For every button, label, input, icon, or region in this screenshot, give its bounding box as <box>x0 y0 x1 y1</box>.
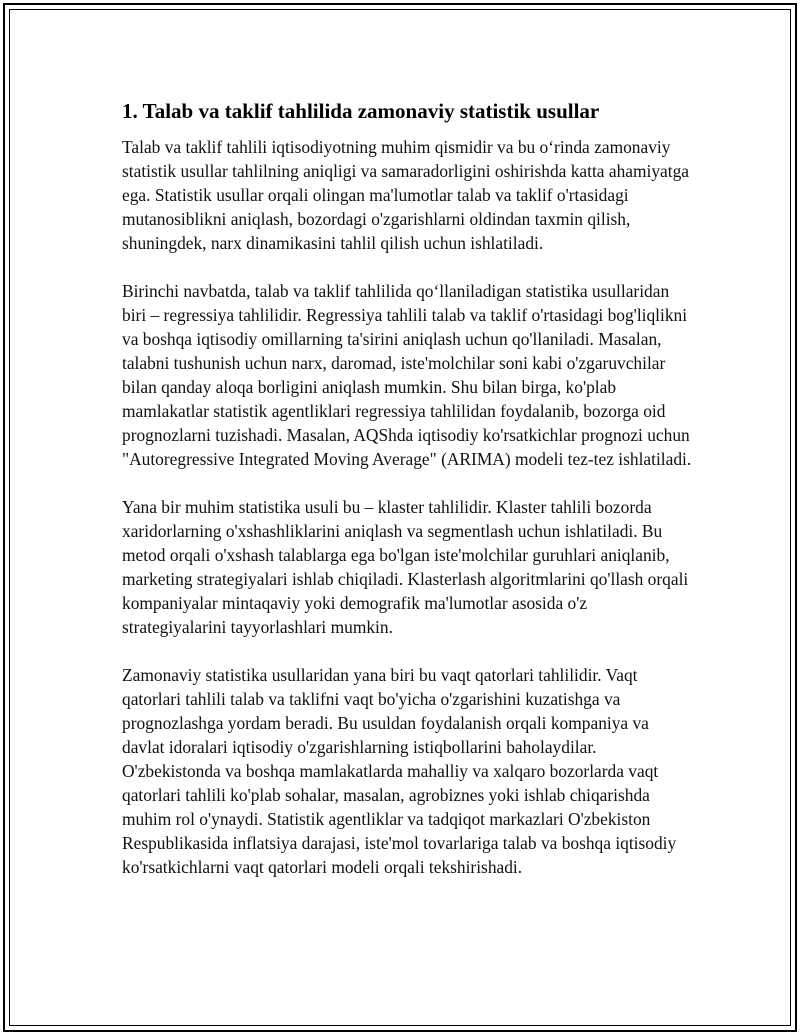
section-heading: 1. Talab va taklif tahlilida zamonaviy statistik usullar <box>122 99 600 123</box>
paragraph-regression: Birinchi navbatda, talab va taklif tahlilida qo‘llaniladigan statistika usullaridan biri – regressiya tahlilidir. Regressiya tahlili talab va taklif o'rtasidagi bog'liqlikni va boshqa iqtisodiy omillarning ta'sirini aniqlash uchun qo'llaniladi. Masalan, talabni tushunish uchun narx, daromad, iste'molchilar soni kabi o'zgaruvchilar bilan qanday aloqa borligini aniqlash mumkin. Shu bilan birga, ko'plab mamlakatlar statistik agentliklari regressiya tahlilidan foydalanib, bozorga oid prognozlarni tuzishadi. Masalan, AQShda iqtisodiy ko'rsatkichlar prognozi uchun "Autoregressive Integrated Moving Average" (ARIMA) modeli tez-tez ishlatiladi. <box>122 281 692 469</box>
document-content <box>122 97 694 903</box>
paragraph-time-series: Zamonaviy statistika usullaridan yana biri bu vaqt qatorlari tahlilidir. Vaqt qatorlari tahlili talab va taklifni vaqt bo'yicha o'zgarishini kuzatishga va prognozlashga yordam beradi. Bu usuldan foydalanish orqali kompaniya va davlat idoralari iqtisodiy o'zgarishlarning istiqbollarini baholaydilar. O'zbekistonda va boshqa mamlakatlarda mahalliy va xalqaro bozorlarda vaqt qatorlari tahlili ko'plab sohalar, masalan, agrobiznes yoki ishlab chiqarishda muhim rol o'ynaydi. Statistik agentliklar va tadqiqot markazlari O'zbekiston Respublikasida inflatsiya darajasi, iste'mol tovarlariga talab va boshqa iqtisodiy ko'rsatkichlarni vaqt qatorlari modeli orqali tekshirishadi. <box>122 665 677 877</box>
paragraph-intro: Talab va taklif tahlili iqtisodiyotning muhim qismidir va bu o‘rinda zamonaviy statistik usullar tahlilning aniqligi va samaradorligini oshirishda katta ahamiyatga ega. Statistik usullar orqali olingan ma'lumotlar talab va taklif o'rtasidagi mutanosiblikni aniqlash, bozordagi o'zgarishlarni oldindan taxmin qilish, shuningdek, narx dinamikasini tahlil qilish uchun ishlatiladi. <box>122 137 690 253</box>
document-page <box>3 3 797 1032</box>
paragraph-cluster: Yana bir muhim statistika usuli bu – klaster tahlilidir. Klaster tahlili bozorda xaridorlarning o'xshashliklarini aniqlash va segmentlash uchun ishlatiladi. Bu metod orqali o'xshash talablarga ega bo'lgan iste'molchilar guruhlari aniqlanib, marketing strategiyalari ishlab chiqiladi. Klasterlash algoritmlarini qo'llash orqali kompaniyalar mintaqaviy yoki demografik ma'lumotlar asosida o'z strategiyalarini tayyorlashlari mumkin. <box>122 497 689 637</box>
